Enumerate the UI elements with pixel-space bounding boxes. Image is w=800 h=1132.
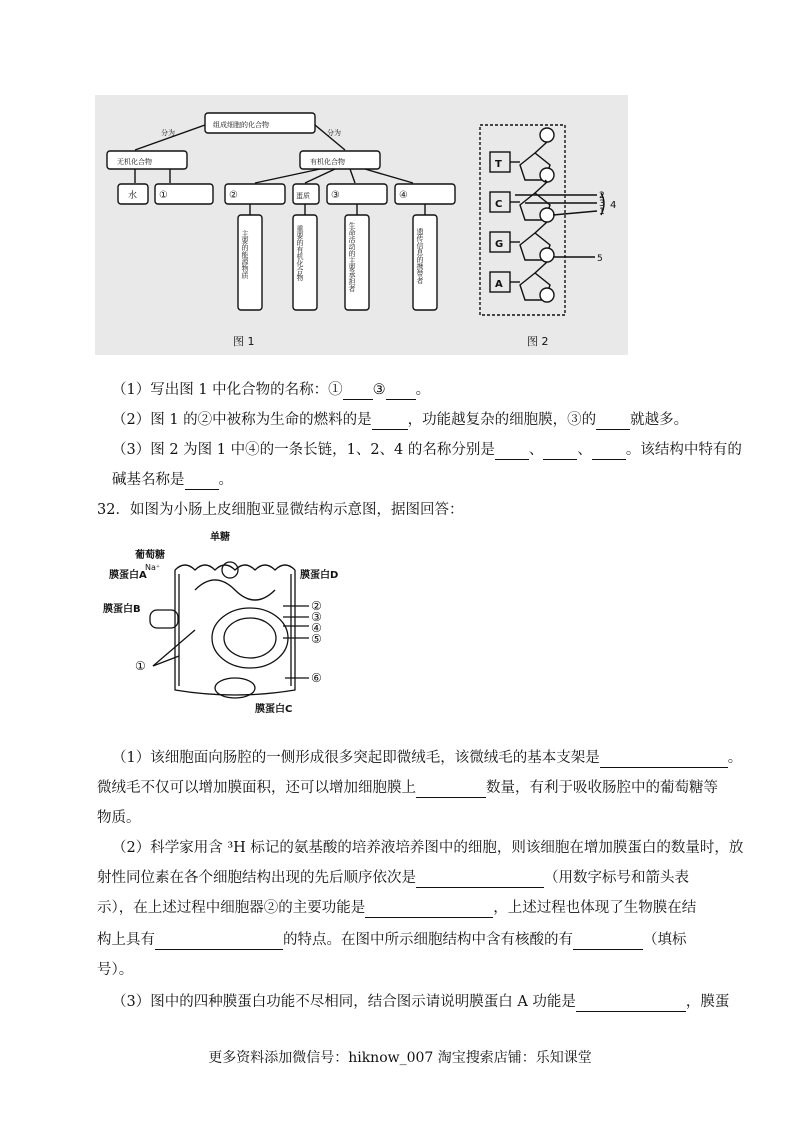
vertical-label-4: 遗传信息的携带者 [416, 228, 424, 284]
answer-blank[interactable] [592, 444, 626, 460]
vertical-label-1: 主要的能源物质 [241, 230, 249, 279]
monosaccharide-label: 单糖 [210, 532, 230, 543]
label-2: ② [311, 599, 322, 613]
answer-blank[interactable] [365, 902, 493, 918]
protein-d-label: 膜蛋白D [300, 570, 339, 581]
base-c: C [495, 199, 503, 210]
protein-c-label: 膜蛋白C [255, 704, 293, 715]
cell-diagram [95, 530, 375, 720]
organic-label: 有机化合物 [310, 158, 345, 166]
compound-diagram [95, 95, 628, 355]
inorganic-label: 无机化合物 [117, 158, 152, 166]
answer-blank[interactable] [343, 384, 373, 400]
answer-blank[interactable] [543, 444, 577, 460]
p2b-line: 射性同位素在各个细胞结构出现的先后顺序依次是 （用数字标号和箭头表 [97, 870, 689, 886]
figure-1-2-scan [95, 95, 628, 355]
q3b-line: 碱基名称是 。 [112, 472, 233, 488]
q2-line: （2）图 1 的②中被称为生命的燃料的是 ，功能越复杂的细胞膜，③的 就越多。 [112, 412, 689, 428]
label-1: 1 [599, 207, 605, 217]
vertical-label-2: 重要的有机化合物 [296, 225, 304, 281]
base-g: G [495, 239, 504, 250]
branch-right-label: 分为 [327, 129, 341, 137]
branch-left-label: 分为 [161, 129, 175, 137]
caption-fig2: 图 2 [527, 335, 549, 348]
caption-fig1: 图 1 [233, 335, 255, 348]
p1a-line: （1）该细胞面向肠腔的一侧形成很多突起即微绒毛，该微绒毛的基本支架是 。 [112, 750, 743, 766]
p1c-line: 物质。 [97, 810, 141, 826]
base-a: A [495, 279, 503, 290]
protein-b-label: 膜蛋白B [103, 604, 141, 615]
p2a-line: （2）科学家用含 ³H 标记的氨基酸的培养液培养图中的细胞，则该细胞在增加膜蛋白的数量时，放 [112, 840, 744, 856]
base-t: T [495, 159, 502, 170]
label-5: ⑤ [311, 632, 322, 646]
answer-blank[interactable] [386, 384, 416, 400]
sodium-label: Na⁺ [145, 563, 161, 572]
blank-2-label: ② [229, 190, 238, 201]
label-3: ③ [311, 610, 322, 624]
blank-3-label: ③ [331, 190, 340, 201]
label-2: 2 [599, 191, 605, 201]
answer-blank[interactable] [372, 414, 408, 430]
protein-label: 蛋质 [296, 192, 310, 200]
water-label: 水 [128, 191, 138, 201]
label-6: ⑥ [311, 671, 322, 685]
footer-text: 更多资料添加微信号：hiknow_007 淘宝搜索店铺：乐知课堂 [208, 1050, 592, 1066]
q3-line: （3）图 2 为图 1 中④的一条长链，1、2、4 的名称分别是 、 、 。该结构中特有的 [112, 442, 742, 458]
protein-a-label: 膜蛋白A [109, 570, 147, 581]
answer-blank[interactable] [576, 996, 686, 1012]
label-4: 4 [610, 200, 617, 211]
blank-4-label: ④ [399, 190, 408, 201]
answer-blank[interactable] [155, 934, 283, 950]
q1-line: （1）写出图 1 中化合物的名称：① ③ 。 [112, 382, 431, 398]
label-4: ④ [311, 621, 322, 635]
p1b-line: 微绒毛不仅可以增加膜面积，还可以增加细胞膜上 数量，有利于吸收肠腔中的葡萄糖等 [97, 780, 718, 796]
answer-blank[interactable] [416, 872, 544, 888]
p2c-line: 示），在上述过程中细胞器②的主要功能是 ，上述过程也体现了生物膜在结 [97, 900, 697, 916]
p2e-line: 号）。 [97, 962, 134, 978]
answer-blank[interactable] [600, 752, 728, 768]
glucose-label: 葡萄糖 [135, 550, 165, 561]
label-1: ① [135, 659, 146, 673]
q32-heading: 32．如图为小肠上皮细胞亚显微结构示意图，据图回答： [97, 502, 464, 518]
answer-blank[interactable] [185, 474, 219, 490]
answer-blank[interactable] [495, 444, 529, 460]
label-5: 5 [597, 254, 603, 264]
answer-blank[interactable] [573, 934, 643, 950]
answer-blank[interactable] [416, 782, 486, 798]
vertical-label-3: 生命活动的主要承担者 [348, 222, 356, 292]
answer-blank[interactable] [596, 414, 630, 430]
root-label: 组成细胞的化合物 [213, 121, 269, 129]
p2d-line: 构上具有 的特点。在图中所示细胞结构中含有核酸的有 （填标 [97, 932, 687, 948]
blank-1-label: ① [159, 190, 168, 201]
p3a-line: （3）图中的四种膜蛋白功能不尽相同，结合图示请说明膜蛋白 A 功能是 ，膜蛋 [112, 994, 730, 1010]
label-3: 3 [599, 199, 605, 209]
